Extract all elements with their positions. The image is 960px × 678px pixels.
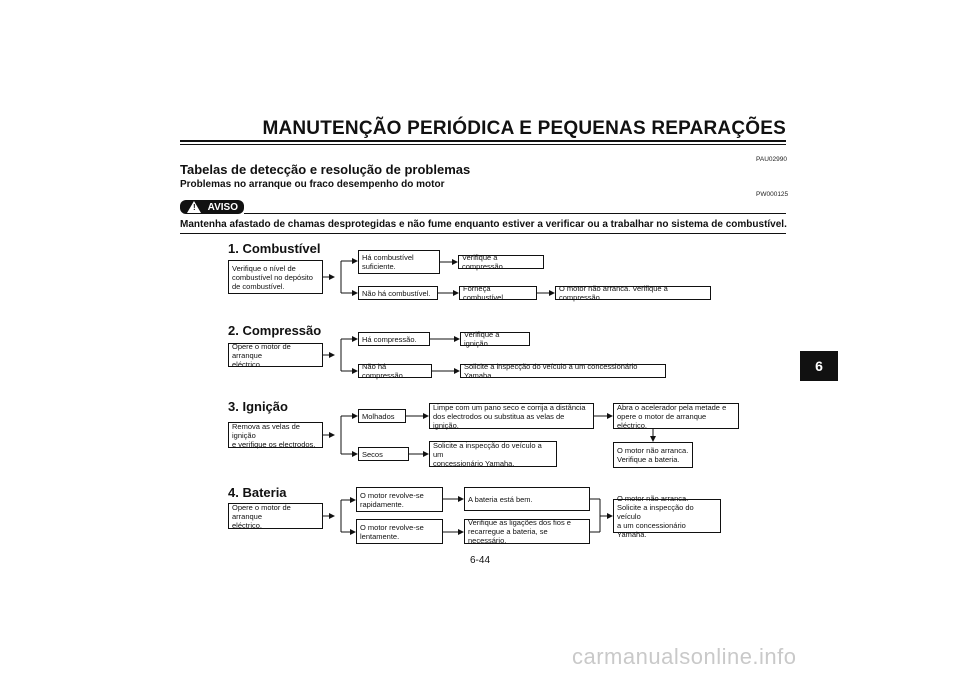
compression-yes-box: Há compressão. xyxy=(358,332,430,346)
warning-text: Mantenha afastado de chamas desprotegidas e não fume enquanto estiver a verificar ou a trabalhar no sistema de combustível. xyxy=(180,219,787,230)
fuel-yes-box: Há combustível suficiente. xyxy=(358,250,440,274)
section-heading-ignition: 3. Ignição xyxy=(228,399,288,414)
exclamation-icon: ! xyxy=(193,203,196,212)
battery-final-box: O motor não arranca. Solicite a inspecção do veículo a um concessionário Yamaha. xyxy=(613,499,721,533)
chapter-tab[interactable]: 6 xyxy=(800,351,838,381)
fuel-no-final-box: O motor não arranca. Verifique a compressão. xyxy=(555,286,711,300)
fuel-no-next-box: Forneça combustível. xyxy=(459,286,537,300)
ignition-dry-next-box: Solicite a inspecção do veículo a um concessionário Yamaha. xyxy=(429,441,557,467)
page-subtitle: Problemas no arranque ou fraco desempenho do motor xyxy=(180,179,445,190)
fuel-check-box: Verifique o nível de combustível no depósito de combustível. xyxy=(228,260,323,294)
ignition-wet-final-box: Abra o acelerador pela metade e opere o motor de arranque eléctrico. xyxy=(613,403,739,429)
doc-code: PAU02990 xyxy=(756,156,787,163)
page-number: 6-44 xyxy=(470,555,491,566)
ignition-wet-box: Molhados xyxy=(358,409,406,423)
ignition-wet-next-box: Limpe com um pano seco e corrija a distância dos electrodos ou substitua as velas de ignição. xyxy=(429,403,594,429)
fuel-no-box: Não há combustível. xyxy=(358,286,438,300)
compression-yes-next-box: Verifique a ignição. xyxy=(460,332,530,346)
page-title: Tabelas de detecção e resolução de problemas xyxy=(180,162,471,177)
section-heading-fuel: 1. Combustível xyxy=(228,241,321,256)
warning-label: AVISO xyxy=(207,201,238,213)
ignition-check-box: Remova as velas de ignição e verifique os electrodos. xyxy=(228,422,323,448)
compression-no-next-box: Solicite a inspecção do veículo a um concessionário Yamaha. xyxy=(460,364,666,378)
ignition-final-box: O motor não arranca. Verifique a bateria. xyxy=(613,442,693,468)
battery-check-box: Opere o motor de arranque eléctrico. xyxy=(228,503,323,529)
ignition-dry-box: Secos xyxy=(358,447,409,461)
section-heading-compression: 2. Compressão xyxy=(228,323,322,338)
header-title: MANUTENÇÃO PERIÓDICA E PEQUENAS REPARAÇÕES xyxy=(262,118,786,139)
battery-slow-box: O motor revolve-se lentamente. xyxy=(356,519,443,544)
compression-no-box: Não há compressão. xyxy=(358,364,432,378)
battery-fast-next-box: A bateria está bem. xyxy=(464,487,590,511)
battery-slow-next-box: Verifique as ligações dos fios e recarregue a bateria, se necessário. xyxy=(464,519,590,544)
compression-check-box: Opere o motor de arranque eléctrico. xyxy=(228,343,323,367)
fuel-yes-next-box: Verifique a compressão. xyxy=(458,255,544,269)
section-heading-battery: 4. Bateria xyxy=(228,485,287,500)
warning-code: PW000125 xyxy=(756,191,789,198)
battery-fast-box: O motor revolve-se rapidamente. xyxy=(356,487,443,512)
watermark-text: carmanualsonline.info xyxy=(572,644,797,669)
